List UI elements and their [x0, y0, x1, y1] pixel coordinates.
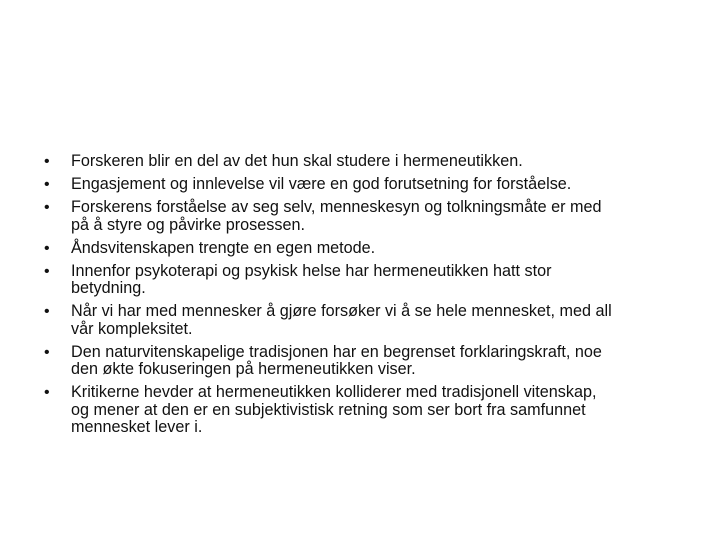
bullet-icon: •	[44, 262, 50, 280]
list-item	[44, 344, 704, 379]
list-item	[44, 384, 704, 437]
list-item	[44, 176, 704, 194]
bullet-icon: •	[44, 239, 50, 257]
list-item-text: Forskerens forståelse av seg selv, menneskesyn og tolkningsmåte er med	[71, 198, 602, 216]
list-item	[44, 199, 704, 234]
list-item-text: Engasjement og innlevelse vil være en god forutsetning for forståelse.	[71, 175, 572, 193]
list-item-text: vår kompleksitet.	[71, 319, 193, 338]
bullet-icon: •	[44, 384, 50, 401]
bullet-icon: •	[44, 176, 50, 193]
list-item-text: Kritikerne hevder at hermeneutikken kolliderer med tradisjonell vitenskap,	[71, 383, 597, 401]
list-item-text: den økte fokuseringen på hermeneutikken viser.	[71, 360, 416, 378]
list-item	[44, 240, 704, 258]
list-item-text: mennesket lever i.	[71, 418, 203, 436]
bullet-icon: •	[44, 303, 50, 320]
list-item-text: Åndsvitenskapen trengte en egen metode.	[71, 238, 376, 257]
list-item	[44, 303, 704, 338]
bullet-icon: •	[44, 199, 50, 216]
list-item-text: betydning.	[71, 279, 146, 297]
bullet-icon: •	[44, 343, 50, 361]
bullet-icon: •	[44, 153, 50, 170]
list-item	[44, 263, 704, 298]
list-item-text: Når vi har med mennesker å gjøre forsøker vi å se hele mennesket, med all	[71, 302, 612, 320]
list-item-text: Forskeren blir en del av det hun skal studere i hermeneutikken.	[71, 152, 523, 170]
list-item	[44, 153, 704, 171]
list-item-text: og mener at den er en subjektivistisk retning som ser bort fra samfunnet	[71, 400, 586, 419]
bullet-list	[44, 153, 704, 442]
list-item-text: Den naturvitenskapelige tradisjonen har en begrenset forklaringskraft, noe	[71, 342, 602, 361]
list-item-text: Innenfor psykoterapi og psykisk helse har hermeneutikken hatt stor	[71, 261, 552, 280]
list-item-text: på å styre og påvirke prosessen.	[71, 215, 305, 234]
